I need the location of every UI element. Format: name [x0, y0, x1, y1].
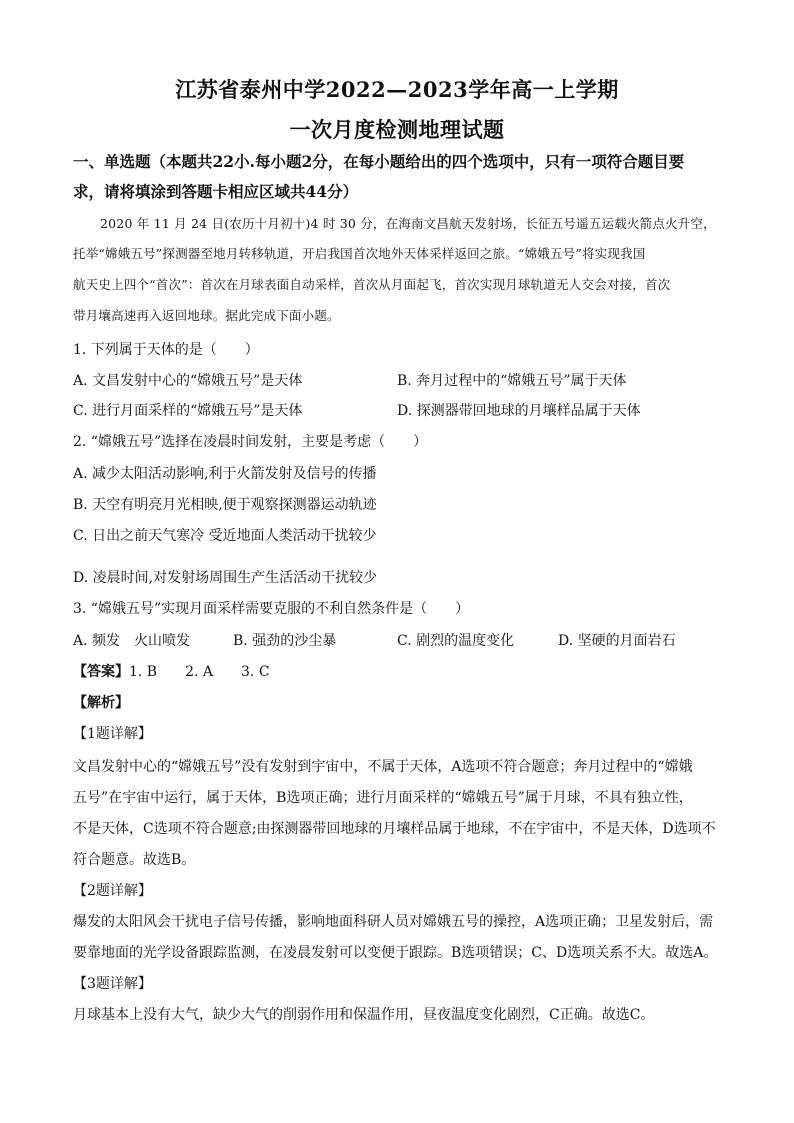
question-1-option-d: D. 探测器带回地球的月壤样品属于天体 [397, 403, 641, 419]
document-subtitle: 一次月度检测地理试题 [289, 117, 505, 142]
detail-1-line: 五号”在宇宙中运行，属于天体，B选项正确；进行月面采样的“嫦娥五号”属于月球，不具有独立性， [73, 790, 693, 806]
answer-text: 1. B 2. A 3. C [129, 664, 270, 680]
question-2-option-a: A. 减少太阳活动影响,利于火箭发射及信号的传播 [73, 466, 377, 482]
detail-3-line: 月球基本上没有大气，缺少大气的削弱作用和保温作用，昼夜温度变化剧烈，C正确。故选C。 [73, 1007, 655, 1023]
detail-1-label: 【1题详解】 [73, 726, 152, 742]
question-3-stem: 3. “嫦娥五号”实现月面采样需要克服的不利自然条件是（ ） [73, 601, 470, 617]
question-3-option-c: C. 剧烈的温度变化 [397, 633, 515, 649]
question-3-option-d: D. 坚硬的月面岩石 [558, 633, 676, 649]
analysis-label: 【解析】 [73, 695, 129, 711]
question-1-option-b: B. 奔月过程中的“嫦娥五号”属于天体 [397, 373, 627, 389]
passage-line: 托举“嫦娥五号”探测器至地月转移轨道，开启我国首次地外天体采样返回之旅。“嫦娥五号”将实现我国 [73, 246, 646, 261]
document-title: 江苏省泰州中学2022—2023学年高一上学期 [175, 77, 619, 102]
detail-2-line: 要靠地面的光学设备跟踪监测，在凌晨发射可以变便于跟踪。B选项错误；C、D选项关系不大。故选A。 [73, 945, 718, 961]
detail-1-line: 文昌发射中心的“嫦娥五号”没有发射到宇宙中，不属于天体，A选项不符合题意；奔月过程中的“嫦娥 [73, 759, 693, 775]
question-1-stem: 1. 下列属于天体的是（ ） [73, 342, 259, 358]
question-1-option-a: A. 文昌发射中心的“嫦娥五号”是天体 [73, 373, 303, 389]
question-2-option-b: B. 天空有明亮月光相映,便于观察探测器运动轨迹 [73, 497, 377, 513]
answer-label: 【答案】 [73, 664, 129, 680]
question-2-stem: 2. “嫦娥五号”选择在凌晨时间发射，主要是考虑（ ） [73, 434, 428, 450]
detail-2-line: 爆发的太阳风会干扰电子信号传播，影响地面科研人员对嫦娥五号的操控，A选项正确；卫星发射后，需 [73, 914, 714, 930]
answer-row [73, 661, 270, 681]
passage-line: 带月壤高速再入返回地球。据此完成下面小题。 [73, 308, 340, 323]
question-1-option-c: C. 进行月面采样的“嫦娥五号”是天体 [73, 403, 303, 419]
question-3-option-a: A. 频发 火山喷发 [73, 633, 191, 649]
detail-1-line: 不是天体，C选项不符合题意;由探测器带回地球的月壤样品属于地球，不在宇宙中，不是天体，D选项不 [73, 821, 716, 837]
question-3-option-b: B. 强劲的沙尘暴 [233, 633, 337, 649]
question-2-option-d: D. 凌晨时间,对发射场周围生产生活活动干扰较少 [73, 570, 378, 586]
detail-3-label: 【3题详解】 [73, 976, 152, 992]
question-2-option-c: C. 日出之前天气寒冷 受近地面人类活动干扰较少 [73, 528, 377, 544]
detail-1-line: 符合题意。故选B。 [73, 852, 196, 868]
detail-2-label: 【2题详解】 [73, 883, 152, 899]
passage-line: 航天史上四个“首次”：首次在月球表面自动采样，首次从月面起飞，首次实现月球轨道无人交会对接，首次 [73, 277, 671, 292]
section-heading-cont: 求，请将填涂到答题卡相应区域共44分） [73, 182, 359, 201]
section-heading: 一、单选题（本题共22小.每小题2分，在每小题给出的四个选项中，只有一项符合题目要 [73, 152, 685, 171]
passage-line: 2020 年 11 月 24 日(农历十月初十)4 时 30 分，在海南文昌航天发射场，长征五号遥五运载火箭点火升空， [100, 216, 716, 231]
